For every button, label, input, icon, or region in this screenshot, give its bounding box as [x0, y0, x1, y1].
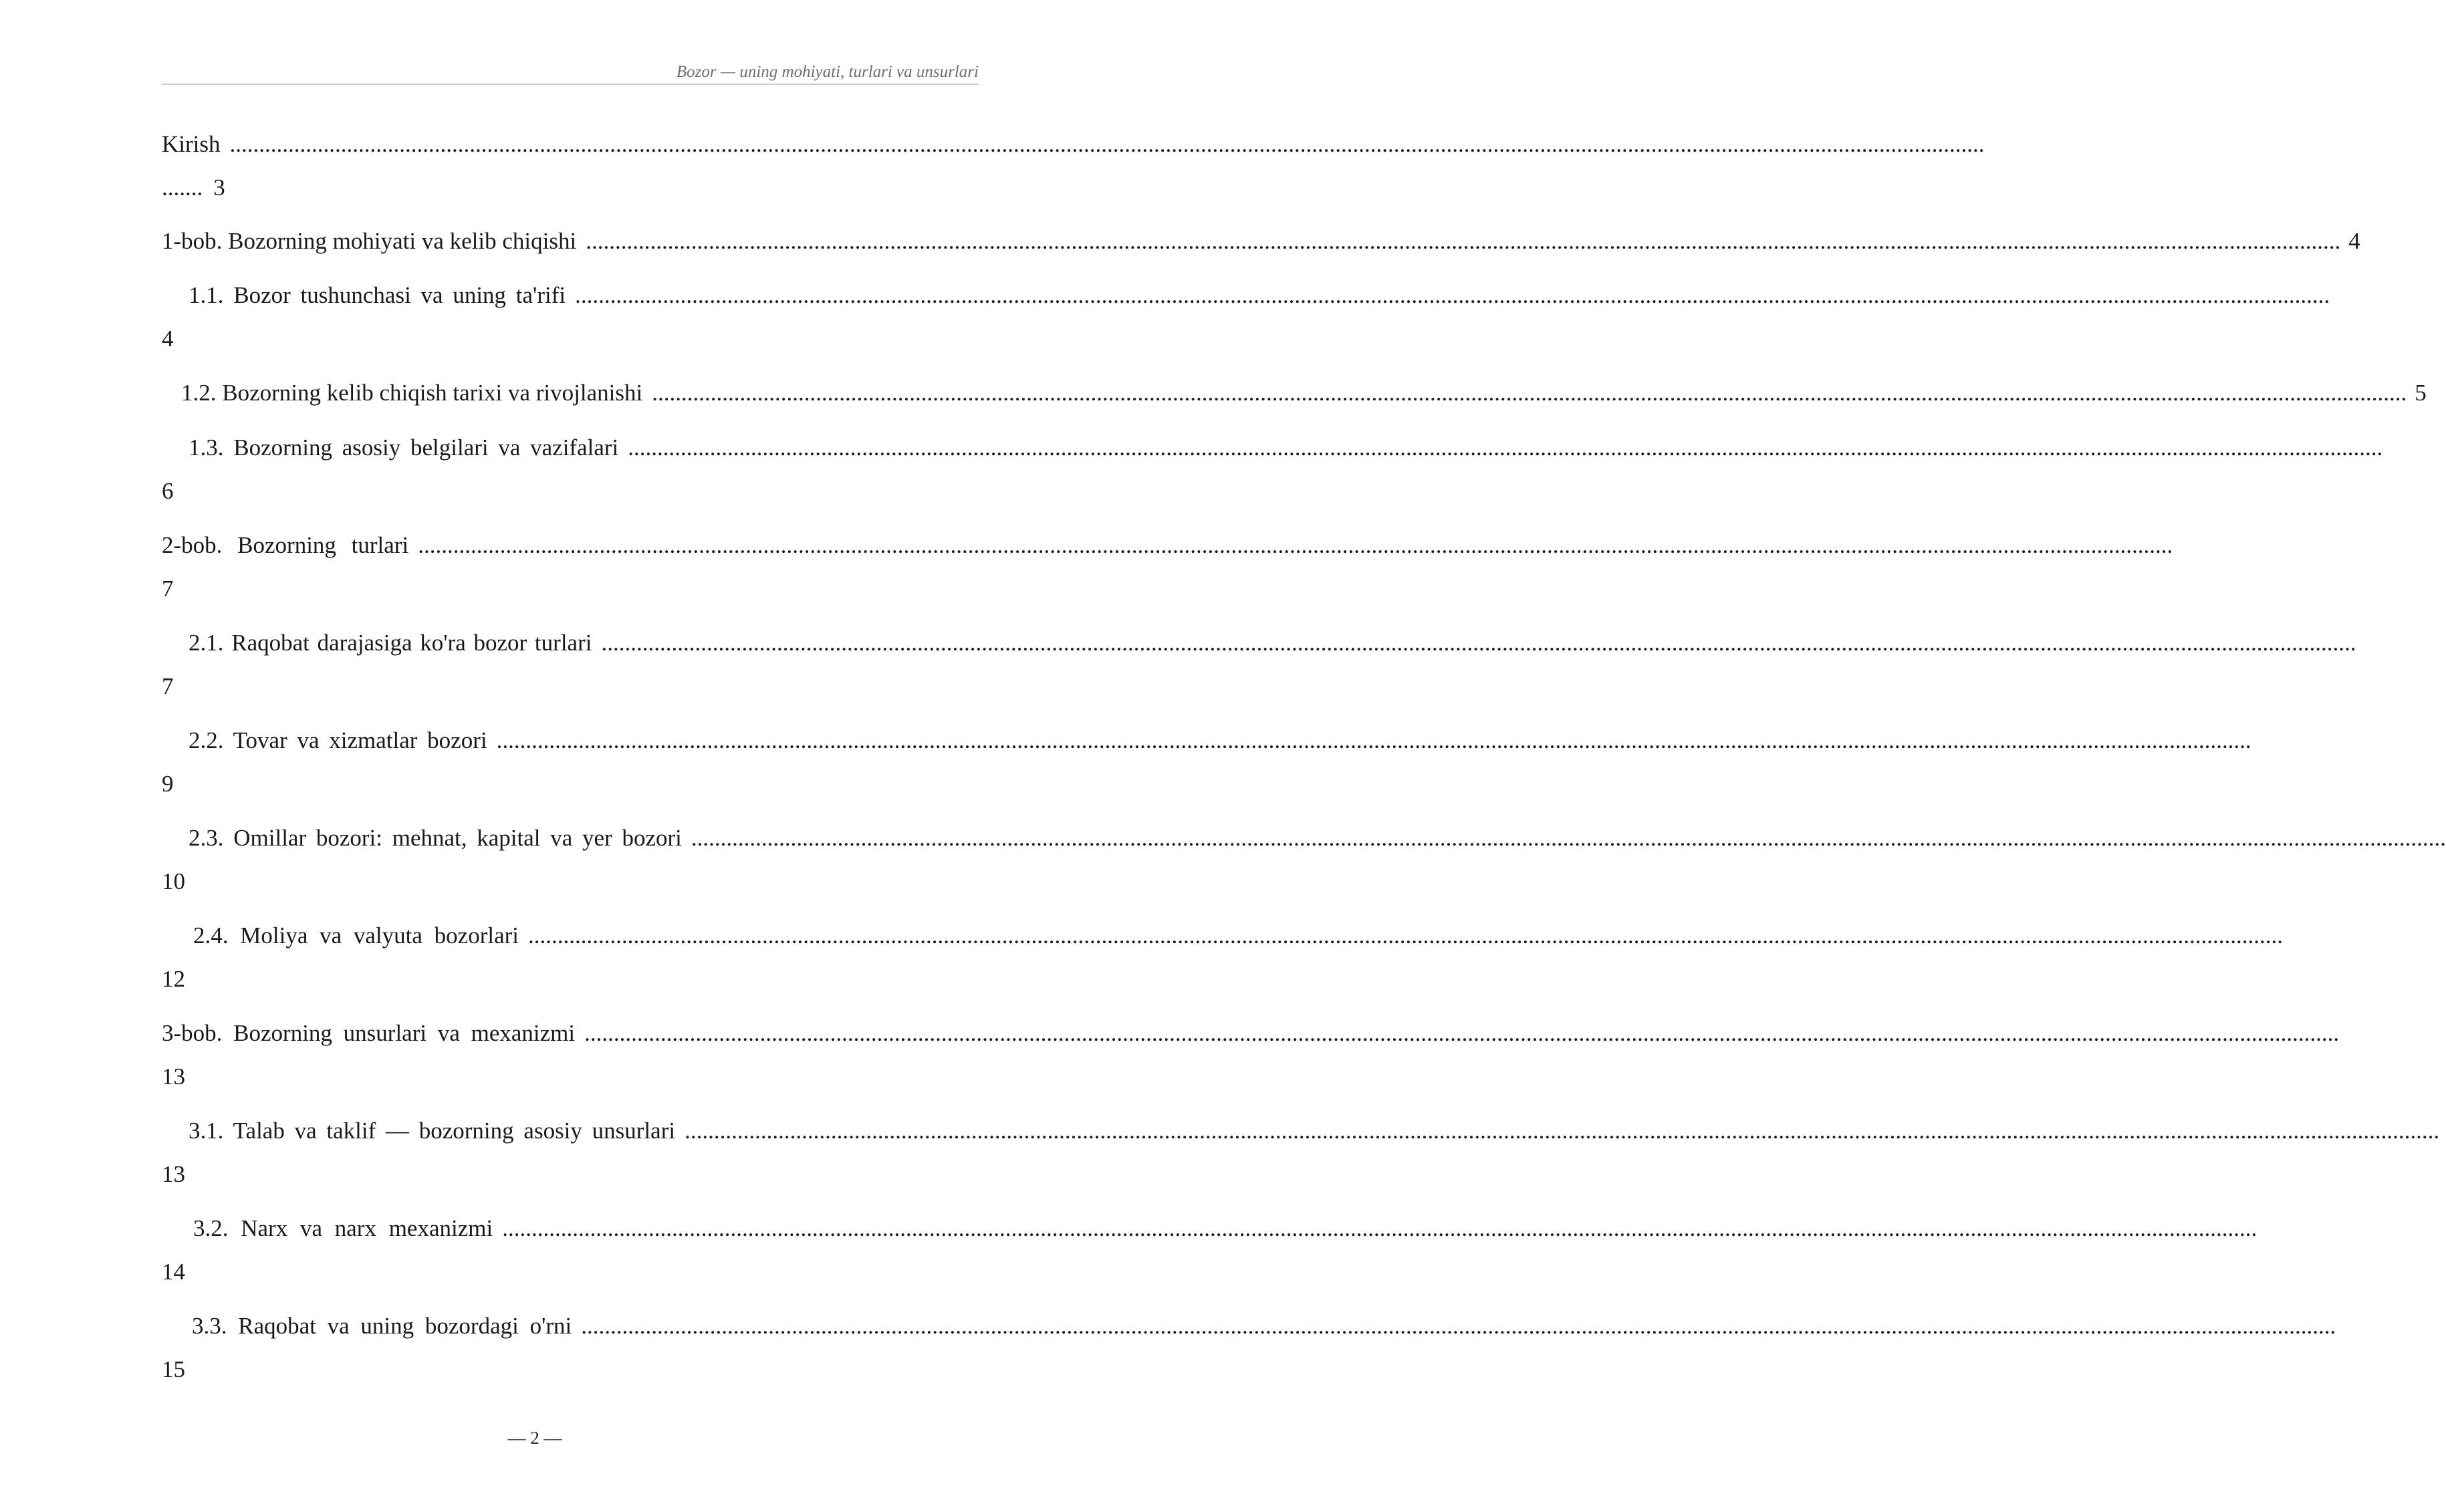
toc-entry-3-2[interactable]: [162, 1215, 2257, 1285]
toc-page-number: 10: [162, 868, 185, 894]
dot-leader: ............................................................................................................................................................................................................................................................................................................: [601, 630, 2356, 656]
toc-entry-title: 1-bob. Bozorning mohiyati va kelib chiqishi: [162, 228, 577, 254]
toc-page-number: 9: [162, 771, 174, 797]
toc-entry-title: 1.2. Bozorning kelib chiqish tarixi va rivojlanishi: [181, 380, 643, 406]
toc-entry-1-2[interactable]: [162, 380, 2427, 406]
toc-entry-1-3[interactable]: [162, 434, 2383, 504]
dot-leader: ............................................................................................................................................................................................................................................................................................................: [628, 434, 2383, 461]
toc-page-number: 4: [162, 326, 174, 352]
toc-entry-title: 1.3. Bozorning asosiy belgilari va vazifalari: [189, 434, 619, 461]
toc-page-number: 13: [162, 1161, 185, 1187]
toc-entry-3-3[interactable]: [162, 1313, 2336, 1382]
toc-entry-title: 2-bob. Bozorning turlari: [162, 532, 409, 558]
toc-entry-chapter-1[interactable]: [162, 228, 2360, 255]
toc-entry-2-1[interactable]: [162, 630, 2356, 699]
toc-page-number: 13: [162, 1063, 185, 1090]
dot-leader: ............................................................................................................................................................................................................................................................................................................: [527, 922, 2283, 949]
running-header: Bozor — uning mohiyati, turlari va unsurlari: [676, 63, 979, 81]
toc-page-number: 15: [162, 1356, 185, 1382]
dot-leader: ............................................................................................................................................................................................................................................................................................................: [575, 282, 2330, 308]
toc-entry-kirish[interactable]: [162, 131, 1985, 201]
dot-leader: ............................................................................................................................................................................................................................................................................................................: [584, 1020, 2340, 1046]
toc-entry-2-4[interactable]: [162, 922, 2283, 992]
dot-leader: ............................................................................................................................................................................................................................................................................................................: [496, 727, 2251, 753]
toc-page-number: 7: [162, 673, 174, 699]
toc-entry-title: 2.1. Raqobat darajasiga ko'ra bozor turlari: [189, 630, 592, 656]
toc-page-number: 3: [213, 174, 225, 201]
toc-entry-chapter-3[interactable]: [162, 1020, 2340, 1090]
toc-page-number: 7: [162, 576, 174, 602]
toc-page-number: 5: [2415, 380, 2427, 406]
toc-entry-title: 1.1. Bozor tushunchasi va uning ta'rifi: [189, 282, 566, 308]
dot-leader: ............................................................................................................................................................................................................................................................................................................: [502, 1215, 2257, 1241]
toc-page-number: 4: [2348, 228, 2360, 254]
toc-entry-1-1[interactable]: [162, 282, 2330, 352]
toc-entry-title: 2.3. Omillar bozori: mehnat, kapital va yer bozori: [189, 825, 682, 851]
toc-entry-3-1[interactable]: [162, 1118, 2440, 1187]
toc-entry-title: 3.2. Narx va narx mexanizmi: [193, 1215, 493, 1241]
toc-entry-title: 2.2. Tovar va xizmatlar bozori: [189, 727, 487, 753]
toc-page-number: 6: [162, 478, 174, 504]
dot-leader: ............................................................................................................................................................................................................................................................................................................: [685, 1118, 2440, 1144]
dot-leader: ............................................................................................................................................................................................................................................................................................................: [652, 380, 2407, 406]
dot-leader: ............................................................................................................................................................................................................................................................................................................: [586, 228, 2341, 254]
toc-entry-title: Kirish: [162, 131, 221, 157]
dot-leader: ............................................................................................................................................................................................................................................................................................................: [229, 131, 1985, 157]
header-divider: [162, 84, 979, 85]
toc-entry-title: 3.3. Raqobat va uning bozordagi o'rni: [192, 1313, 572, 1339]
dot-leader: ............................................................................................................................................................................................................................................................................................................: [581, 1313, 2336, 1339]
toc-entry-2-3[interactable]: [162, 825, 2446, 894]
toc-entry-title: 3-bob. Bozorning unsurlari va mexanizmi: [162, 1020, 576, 1046]
toc-entry-chapter-2[interactable]: [162, 532, 2173, 602]
toc-entry-title: 3.1. Talab va taklif — bozorning asosiy unsurlari: [189, 1118, 676, 1144]
toc-entry-2-2[interactable]: [162, 727, 2251, 797]
toc-page-number: 14: [162, 1259, 185, 1285]
toc-page-number: 12: [162, 966, 185, 992]
dot-leader: ............................................................................................................................................................................................................................................................................................................: [418, 532, 2173, 558]
toc-entry-title: 2.4. Moliya va valyuta bozorlari: [193, 922, 519, 949]
dot-leader: ............................................................................................................................................................................................................................................................................................................: [691, 825, 2446, 851]
page-number-footer: — 2 —: [507, 1428, 562, 1448]
dot-leader-continued: .......: [162, 174, 203, 201]
